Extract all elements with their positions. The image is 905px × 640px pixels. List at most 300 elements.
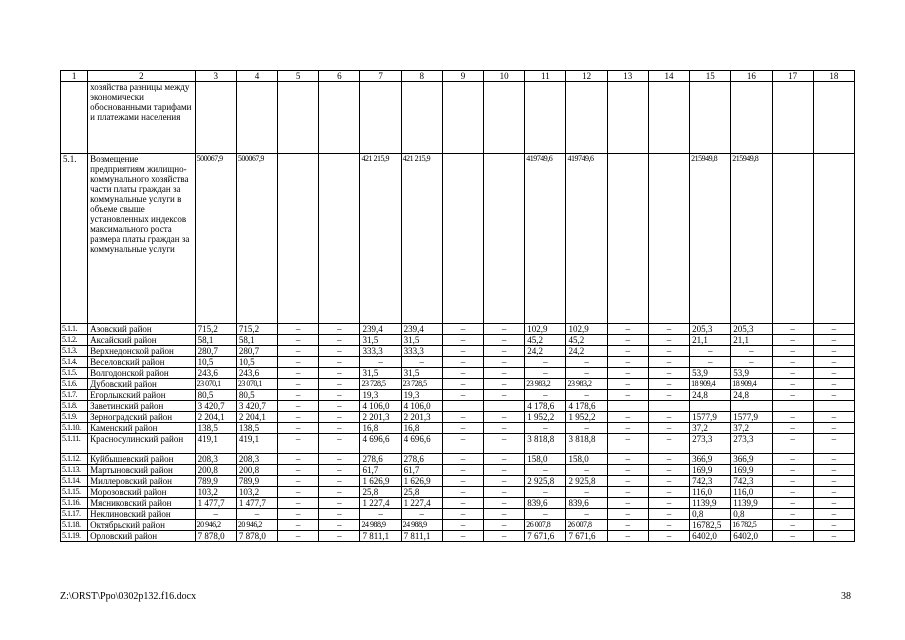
cell-value: 7 811,1 <box>360 531 401 542</box>
cell-value: 24 988,9 <box>360 520 401 531</box>
cell-num: 5.1.12. <box>61 454 88 465</box>
cell-value: – <box>607 487 648 498</box>
cell-value: 366,9 <box>731 454 772 465</box>
cell-value: 278,6 <box>401 454 442 465</box>
cell-value: – <box>442 454 483 465</box>
cell-num: 5.1.18. <box>61 520 88 531</box>
cell-value <box>278 154 319 324</box>
cell-value: 31,5 <box>401 335 442 346</box>
cell-value: – <box>195 509 236 520</box>
cell-value: – <box>278 454 319 465</box>
cell-value: – <box>525 368 566 379</box>
table-row <box>61 401 855 412</box>
cell-value: – <box>278 423 319 434</box>
cell-value: – <box>484 335 525 346</box>
cell-value: – <box>484 498 525 509</box>
cell-value: 23 728,5 <box>360 379 401 390</box>
header-cell: 13 <box>607 71 648 82</box>
cell-value: – <box>484 390 525 401</box>
cell-value: – <box>442 520 483 531</box>
header-cell: 14 <box>648 71 689 82</box>
cell-value: 169,9 <box>690 465 731 476</box>
cell-value: – <box>813 434 854 454</box>
cell-value: – <box>772 531 813 542</box>
header-cell: 5 <box>278 71 319 82</box>
cell-value: 4 106,0 <box>360 401 401 412</box>
cell-value: – <box>319 454 360 465</box>
cell-value: 1 952,2 <box>525 412 566 423</box>
cell-value: 10,5 <box>236 357 277 368</box>
cell-value: – <box>278 509 319 520</box>
cell-value: – <box>607 465 648 476</box>
cell-value: – <box>813 412 854 423</box>
cell-value: 102,9 <box>525 324 566 335</box>
cell-value: – <box>648 368 689 379</box>
cell-value: – <box>484 412 525 423</box>
cell-value: – <box>607 531 648 542</box>
cell-value: 419749,6 <box>525 154 566 324</box>
cell-value: 16 782,5 <box>731 520 772 531</box>
cell-value: 1 477,7 <box>195 498 236 509</box>
cell-value: – <box>319 509 360 520</box>
cell-value: – <box>648 390 689 401</box>
cell-value: – <box>607 324 648 335</box>
cell-value: – <box>648 434 689 454</box>
cell-value: – <box>484 357 525 368</box>
cell-value: 103,2 <box>236 487 277 498</box>
cell-value: – <box>566 509 607 520</box>
cell-value: – <box>278 498 319 509</box>
cell-value: – <box>648 509 689 520</box>
table-row <box>61 357 855 368</box>
cell-value: – <box>525 423 566 434</box>
cell-value: – <box>607 520 648 531</box>
cell-value: 2 925,8 <box>566 476 607 487</box>
cell-value: – <box>772 454 813 465</box>
cell-value: – <box>484 520 525 531</box>
cell-value: 215949,8 <box>731 154 772 324</box>
cell-value: 16,8 <box>360 423 401 434</box>
table-row <box>61 487 855 498</box>
cell-district: Мартыновский район <box>88 465 196 476</box>
cell-value: – <box>442 423 483 434</box>
cell-value: 1139,9 <box>731 498 772 509</box>
table-row <box>61 324 855 335</box>
cell-value: – <box>607 434 648 454</box>
cell-value: 53,9 <box>731 368 772 379</box>
cell-value: 16782,5 <box>690 520 731 531</box>
header-cell: 16 <box>731 71 772 82</box>
budget-table <box>60 70 855 542</box>
cell-value: 2 201,3 <box>360 412 401 423</box>
cell-value: – <box>278 357 319 368</box>
cell-value: – <box>442 465 483 476</box>
cell-value: – <box>484 454 525 465</box>
cell-value <box>731 401 772 412</box>
cell-value: – <box>607 498 648 509</box>
cell-value: 1 477,7 <box>236 498 277 509</box>
cell-value: – <box>278 465 319 476</box>
cell-value: 3 420,7 <box>195 401 236 412</box>
cell-district: Егорлыкский район <box>88 390 196 401</box>
cell-value: – <box>442 357 483 368</box>
cell-value: – <box>319 379 360 390</box>
table-row <box>61 335 855 346</box>
cell-value: – <box>278 324 319 335</box>
cell-value: – <box>319 368 360 379</box>
cell-value: – <box>772 487 813 498</box>
cell-value: 742,3 <box>731 476 772 487</box>
table-row <box>61 465 855 476</box>
header-cell: 1 <box>61 71 88 82</box>
cell-value: – <box>607 412 648 423</box>
cell-value: 500067,9 <box>195 154 236 324</box>
cell-value <box>648 154 689 324</box>
cell-value: – <box>442 335 483 346</box>
cell-value: – <box>525 357 566 368</box>
cell-district: Морозовский район <box>88 487 196 498</box>
cell-value: 23 070,1 <box>236 379 277 390</box>
cell-value: 1 952,2 <box>566 412 607 423</box>
table-row <box>61 498 855 509</box>
cell-value: 19,3 <box>401 390 442 401</box>
cell-value: 23 983,2 <box>525 379 566 390</box>
cell-value: 0,8 <box>731 509 772 520</box>
table-row <box>61 520 855 531</box>
cell-value: 1577,9 <box>731 412 772 423</box>
cell-value: – <box>442 476 483 487</box>
cell-value: 61,7 <box>401 465 442 476</box>
cell-num: 5.1.7. <box>61 390 88 401</box>
cell-value: 37,2 <box>690 423 731 434</box>
cell-value: – <box>236 509 277 520</box>
cell-value: – <box>772 357 813 368</box>
cell-value <box>484 154 525 324</box>
cell-value: 26 007,8 <box>566 520 607 531</box>
cell-value: – <box>484 487 525 498</box>
cell-value: – <box>525 509 566 520</box>
cell-value: – <box>813 487 854 498</box>
cell-num: 5.1.14. <box>61 476 88 487</box>
cell-value: – <box>813 357 854 368</box>
cell-value <box>813 401 854 412</box>
cell-value: 25,8 <box>401 487 442 498</box>
cell-value: – <box>319 412 360 423</box>
header-cell: 9 <box>442 71 483 82</box>
cell-value: – <box>648 412 689 423</box>
cell-district: Мясниковский район <box>88 498 196 509</box>
cell-num: 5.1.10. <box>61 423 88 434</box>
cell-value: – <box>442 412 483 423</box>
cell-value <box>772 401 813 412</box>
cell-value: – <box>442 324 483 335</box>
footer-file-path: Z:\ORST\Ppo\0302p132.f16.docx <box>60 591 197 602</box>
cell-value: – <box>319 390 360 401</box>
cell-value: 25,8 <box>360 487 401 498</box>
cell-value: – <box>648 423 689 434</box>
cell-value: 21,1 <box>731 335 772 346</box>
cell-value: – <box>484 465 525 476</box>
cell-value: – <box>648 324 689 335</box>
cell-value: – <box>772 346 813 357</box>
cell-value: 278,6 <box>360 454 401 465</box>
cell-value: – <box>772 509 813 520</box>
cell-value: 24 988,9 <box>401 520 442 531</box>
cell-value: – <box>566 487 607 498</box>
cell-value: 31,5 <box>360 368 401 379</box>
table-row <box>61 346 855 357</box>
table-row <box>61 531 855 542</box>
cell-value: – <box>648 498 689 509</box>
cell-value: 421 215,9 <box>360 154 401 324</box>
header-cell: 12 <box>566 71 607 82</box>
cell-district: Волгодонской район <box>88 368 196 379</box>
cell-value: 789,9 <box>195 476 236 487</box>
cell-value: 23 728,5 <box>401 379 442 390</box>
cell-value: 31,5 <box>401 368 442 379</box>
cell-value: – <box>401 509 442 520</box>
cell-value: – <box>525 465 566 476</box>
cell-value: – <box>813 379 854 390</box>
cell-value: 7 878,0 <box>195 531 236 542</box>
cell-value <box>772 82 813 154</box>
cell-value: 1139,9 <box>690 498 731 509</box>
cell-value: – <box>278 476 319 487</box>
cell-value: – <box>813 498 854 509</box>
cell-num: 5.1.4. <box>61 357 88 368</box>
table-row <box>61 434 855 454</box>
cell-district: Верхнедонской район <box>88 346 196 357</box>
header-cell: 6 <box>319 71 360 82</box>
cell-value: 16,8 <box>401 423 442 434</box>
cell-value: 45,2 <box>525 335 566 346</box>
cell-value: 158,0 <box>525 454 566 465</box>
cell-num <box>61 82 88 154</box>
cell-value: 7 878,0 <box>236 531 277 542</box>
cell-district: Куйбышевский район <box>88 454 196 465</box>
cell-value: – <box>525 390 566 401</box>
cell-value: 333,3 <box>360 346 401 357</box>
cell-value: 26 007,8 <box>525 520 566 531</box>
cell-value <box>813 154 854 324</box>
cell-value: 24,8 <box>690 390 731 401</box>
cell-value: 215949,8 <box>690 154 731 324</box>
cell-value: – <box>813 423 854 434</box>
cell-value: 3 818,8 <box>525 434 566 454</box>
cell-text: Возмещение предприятиям жилищно-коммунального хозяйства части платы граждан за коммунальные услуги в объеме свыше установленных индексов максимального роста размера платы граждан за коммунальные услуги <box>88 154 196 324</box>
cell-district: Красносулинский район <box>88 434 196 454</box>
table-row <box>61 412 855 423</box>
cell-value: – <box>813 324 854 335</box>
cell-num: 5.1.5. <box>61 368 88 379</box>
cell-value: 20 946,2 <box>195 520 236 531</box>
cell-value: – <box>319 335 360 346</box>
cell-value: – <box>360 509 401 520</box>
header-cell: 7 <box>360 71 401 82</box>
cell-value: – <box>278 346 319 357</box>
cell-value: 7 671,6 <box>566 531 607 542</box>
cell-value: 4 178,6 <box>566 401 607 412</box>
cell-value: – <box>319 423 360 434</box>
cell-value: – <box>442 487 483 498</box>
cell-value: – <box>278 434 319 454</box>
cell-value: – <box>278 401 319 412</box>
cell-value: 0,8 <box>690 509 731 520</box>
cell-value: 21,1 <box>690 335 731 346</box>
cell-value: 4 106,0 <box>401 401 442 412</box>
cell-value <box>525 82 566 154</box>
cell-value: 1577,9 <box>690 412 731 423</box>
cell-value: – <box>772 498 813 509</box>
cell-num: 5.1.17. <box>61 509 88 520</box>
cell-value: – <box>566 423 607 434</box>
cell-value: – <box>772 390 813 401</box>
cell-value: 208,3 <box>236 454 277 465</box>
cell-value: – <box>813 520 854 531</box>
cell-district: Октябрьский район <box>88 520 196 531</box>
cell-value: 116,0 <box>690 487 731 498</box>
cell-value: 2 925,8 <box>525 476 566 487</box>
table-row <box>61 509 855 520</box>
cell-value: 239,4 <box>401 324 442 335</box>
cell-value: – <box>484 379 525 390</box>
cell-district: Веселовский район <box>88 357 196 368</box>
cell-value: – <box>813 531 854 542</box>
cell-num: 5.1. <box>61 154 88 324</box>
header-cell: 3 <box>195 71 236 82</box>
cell-num: 5.1.2. <box>61 335 88 346</box>
cell-value: 839,6 <box>525 498 566 509</box>
cell-value: – <box>772 324 813 335</box>
cell-value: – <box>442 368 483 379</box>
cell-value: – <box>484 346 525 357</box>
cell-value: – <box>566 357 607 368</box>
cell-value: – <box>648 454 689 465</box>
cell-district: Неклиновский район <box>88 509 196 520</box>
cell-value: 243,6 <box>195 368 236 379</box>
cell-value: – <box>319 357 360 368</box>
cell-value <box>648 82 689 154</box>
cell-num: 5.1.1. <box>61 324 88 335</box>
cell-value <box>278 82 319 154</box>
cell-value: – <box>648 335 689 346</box>
cell-value <box>319 154 360 324</box>
cell-value: 6402,0 <box>731 531 772 542</box>
cell-value: – <box>813 465 854 476</box>
cell-value: – <box>772 335 813 346</box>
cell-value: 45,2 <box>566 335 607 346</box>
cell-value: 61,7 <box>360 465 401 476</box>
cell-value <box>195 82 236 154</box>
header-cell: 15 <box>690 71 731 82</box>
cell-value: 58,1 <box>236 335 277 346</box>
cell-value: – <box>813 335 854 346</box>
section-row <box>61 154 855 324</box>
cell-value: – <box>319 346 360 357</box>
cell-value: – <box>813 454 854 465</box>
cell-value: 4 696,6 <box>401 434 442 454</box>
cell-value: 23 983,2 <box>566 379 607 390</box>
cell-value: – <box>648 487 689 498</box>
cell-value: 18 909,4 <box>690 379 731 390</box>
table-row <box>61 476 855 487</box>
cell-value: 1 626,9 <box>401 476 442 487</box>
header-cell: 4 <box>236 71 277 82</box>
cell-value: – <box>278 520 319 531</box>
cell-value: 18 909,4 <box>731 379 772 390</box>
cell-value: – <box>648 476 689 487</box>
cell-value: – <box>319 520 360 531</box>
cell-value <box>566 82 607 154</box>
cell-value: 7 811,1 <box>401 531 442 542</box>
cell-value: 200,8 <box>195 465 236 476</box>
cell-value: – <box>484 434 525 454</box>
cell-value: 169,9 <box>731 465 772 476</box>
cell-value: – <box>648 357 689 368</box>
header-cell: 8 <box>401 71 442 82</box>
cell-value: – <box>648 531 689 542</box>
cell-value: 2 204,1 <box>236 412 277 423</box>
cell-value <box>401 82 442 154</box>
cell-value: – <box>772 379 813 390</box>
table-row <box>61 423 855 434</box>
cell-value: 419,1 <box>195 434 236 454</box>
cell-value: – <box>484 531 525 542</box>
cell-value: – <box>731 346 772 357</box>
cell-value: – <box>319 465 360 476</box>
cell-value <box>319 82 360 154</box>
cell-value: 58,1 <box>195 335 236 346</box>
cell-num: 5.1.15. <box>61 487 88 498</box>
cell-value: – <box>607 379 648 390</box>
cell-district: Азовский район <box>88 324 196 335</box>
cell-value: 421 215,9 <box>401 154 442 324</box>
cell-value: 31,5 <box>360 335 401 346</box>
cell-value: 419749,6 <box>566 154 607 324</box>
cell-value <box>648 401 689 412</box>
cell-value <box>607 82 648 154</box>
cell-district: Орловский район <box>88 531 196 542</box>
cell-value: – <box>442 498 483 509</box>
cell-value: 7 671,6 <box>525 531 566 542</box>
cell-value: 205,3 <box>690 324 731 335</box>
cell-value: 715,2 <box>195 324 236 335</box>
cell-value <box>442 401 483 412</box>
cell-value: 19,3 <box>360 390 401 401</box>
cell-value: – <box>319 531 360 542</box>
cell-value: – <box>278 335 319 346</box>
table-row <box>61 454 855 465</box>
cell-num: 5.1.19. <box>61 531 88 542</box>
cell-value: – <box>442 346 483 357</box>
cell-value: – <box>401 357 442 368</box>
cell-value: 273,3 <box>690 434 731 454</box>
cell-value <box>690 401 731 412</box>
cell-num: 5.1.3. <box>61 346 88 357</box>
cell-value <box>813 82 854 154</box>
cell-value: 103,2 <box>195 487 236 498</box>
cell-value: – <box>566 465 607 476</box>
cell-value: 138,5 <box>236 423 277 434</box>
cell-district: Аксайский район <box>88 335 196 346</box>
cell-value: – <box>690 357 731 368</box>
cell-value: 158,0 <box>566 454 607 465</box>
cell-value: – <box>278 379 319 390</box>
cell-value <box>484 82 525 154</box>
cell-value: 205,3 <box>731 324 772 335</box>
cell-value: 23 070,1 <box>195 379 236 390</box>
cell-value: – <box>813 368 854 379</box>
